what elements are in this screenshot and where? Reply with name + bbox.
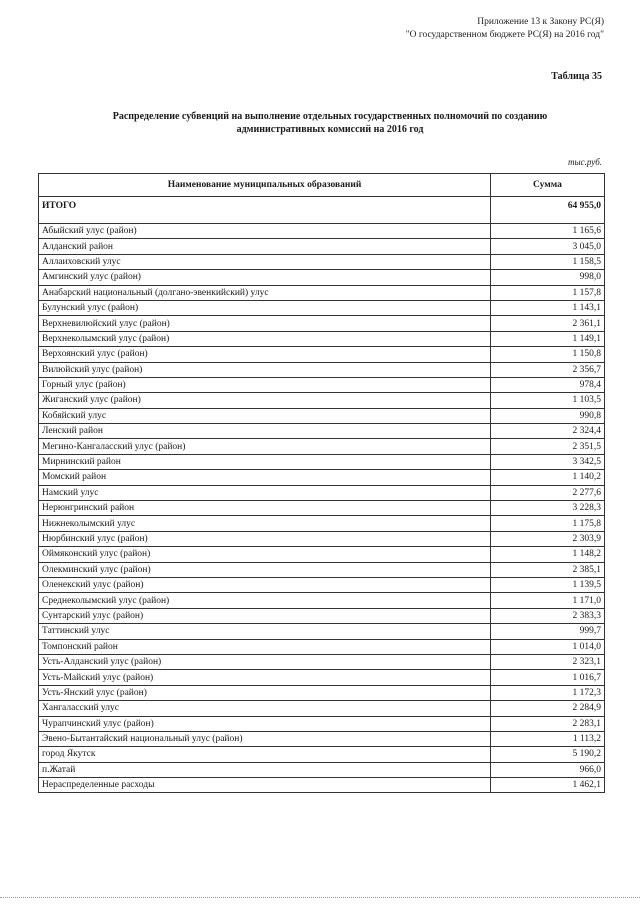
table-row (39, 778, 605, 793)
scan-edge-line (0, 897, 640, 899)
subsidy-amount: 2 323,1 (491, 654, 605, 669)
subsidy-amount: 2 361,1 (491, 316, 605, 331)
total-label: ИТОГО (39, 197, 491, 224)
municipality-name: Таттинский улус (39, 624, 491, 639)
subsidy-amount: 1 158,5 (491, 254, 605, 269)
municipality-name: Оленекский улус (район) (39, 577, 491, 592)
table-row (39, 362, 605, 377)
table-row (39, 608, 605, 623)
appendix-note (406, 16, 604, 42)
municipality-name: Момский район (39, 470, 491, 485)
table-row (39, 624, 605, 639)
table-row (39, 224, 605, 239)
subsidy-amount: 2 303,9 (491, 531, 605, 546)
table-row (39, 300, 605, 315)
table-row (39, 731, 605, 746)
municipality-name: Томпонский район (39, 639, 491, 654)
subsidy-amount: 2 277,6 (491, 485, 605, 500)
municipality-name: Алданский район (39, 239, 491, 254)
municipality-name: Олекминский улус (район) (39, 562, 491, 577)
municipality-name: Эвено-Бытантайский национальный улус (район) (39, 731, 491, 746)
table-row (39, 424, 605, 439)
subsidy-amount: 1 150,8 (491, 347, 605, 362)
subsidy-amount: 1 113,2 (491, 731, 605, 746)
municipality-name: Верхневилюйский улус (район) (39, 316, 491, 331)
subsidy-amount: 3 342,5 (491, 454, 605, 469)
subsidy-amount: 2 351,5 (491, 439, 605, 454)
table-row (39, 639, 605, 654)
table-row (39, 716, 605, 731)
subsidy-amount: 966,0 (491, 762, 605, 777)
table-row (39, 270, 605, 285)
table-row (39, 347, 605, 362)
municipality-name: п.Жатай (39, 762, 491, 777)
table-row (39, 285, 605, 300)
table-row (39, 577, 605, 592)
title-line-1: Распределение субвенций на выполнение отдельных государственных полномочий по созданию (112, 111, 548, 122)
municipality-name: Верхнеколымский улус (район) (39, 331, 491, 346)
municipality-name: город Якутск (39, 747, 491, 762)
subsidy-amount: 998,0 (491, 270, 605, 285)
table-row (39, 316, 605, 331)
municipality-name: Оймяконский улус (район) (39, 547, 491, 562)
column-header-name: Наименование муниципальных образований (39, 174, 491, 197)
table-row (39, 562, 605, 577)
units-label: тыс.руб. (568, 157, 602, 167)
subsidy-amount: 1 157,8 (491, 285, 605, 300)
subsidy-amount: 2 385,1 (491, 562, 605, 577)
municipality-name: Усть-Алданский улус (район) (39, 654, 491, 669)
municipality-name: Верхоянский улус (район) (39, 347, 491, 362)
table-row (39, 331, 605, 346)
appendix-line-2: "О государственном бюджете РС(Я) на 2016 год" (405, 30, 604, 40)
municipality-name: Усть-Майский улус (район) (39, 670, 491, 685)
municipality-name: Нераспределенные расходы (39, 778, 491, 793)
subsidy-amount: 1 462,1 (491, 778, 605, 793)
subsidy-amount: 2 356,7 (491, 362, 605, 377)
municipality-name: Ленский район (39, 424, 491, 439)
municipality-name: Мирнинский район (39, 454, 491, 469)
subsidy-amount: 2 284,9 (491, 701, 605, 716)
subsidy-amount: 5 190,2 (491, 747, 605, 762)
subsidy-amount: 1 149,1 (491, 331, 605, 346)
municipality-name: Нюрбинский улус (район) (39, 531, 491, 546)
document-title (60, 110, 600, 136)
total-value: 64 955,0 (491, 197, 605, 224)
table-row (39, 701, 605, 716)
municipality-name: Нижнеколымский улус (39, 516, 491, 531)
municipality-name: Вилюйский улус (район) (39, 362, 491, 377)
municipality-name: Кобяйский улус (39, 408, 491, 423)
table-row (39, 547, 605, 562)
municipality-name: Усть-Янский улус (район) (39, 685, 491, 700)
total-row (39, 197, 605, 224)
municipality-name: Нерюнгринский район (39, 501, 491, 516)
municipality-name: Мегино-Кангаласский улус (район) (39, 439, 491, 454)
table-row (39, 654, 605, 669)
municipality-name: Сунтарский улус (район) (39, 608, 491, 623)
table-row (39, 685, 605, 700)
table-row (39, 454, 605, 469)
municipality-name: Абыйский улус (район) (39, 224, 491, 239)
title-line-2: административных комиссий на 2016 год (236, 124, 424, 135)
subsidy-amount: 2 283,1 (491, 716, 605, 731)
table-row (39, 393, 605, 408)
subsidy-amount: 1 016,7 (491, 670, 605, 685)
municipality-name: Среднеколымский улус (район) (39, 593, 491, 608)
table-row (39, 254, 605, 269)
subsidy-amount: 1 172,3 (491, 685, 605, 700)
table-number: Таблица 35 (551, 71, 602, 82)
subsidy-amount: 3 228,3 (491, 501, 605, 516)
municipality-name: Горный улус (район) (39, 377, 491, 392)
municipality-name: Булунский улус (район) (39, 300, 491, 315)
subsidy-amount: 1 014,0 (491, 639, 605, 654)
table-header-row (39, 174, 605, 197)
table-row (39, 439, 605, 454)
municipality-name: Амгинский улус (район) (39, 270, 491, 285)
table-row (39, 516, 605, 531)
municipality-name: Намский улус (39, 485, 491, 500)
table-row (39, 377, 605, 392)
subsidy-amount: 1 165,6 (491, 224, 605, 239)
table-row (39, 747, 605, 762)
table-row (39, 485, 605, 500)
subsidy-amount: 2 324,4 (491, 424, 605, 439)
table-row (39, 470, 605, 485)
municipality-name: Чурапчинский улус (район) (39, 716, 491, 731)
municipality-name: Аллаиховский улус (39, 254, 491, 269)
municipality-name: Хангаласский улус (39, 701, 491, 716)
subsidy-amount: 3 045,0 (491, 239, 605, 254)
table-row (39, 531, 605, 546)
table-row (39, 501, 605, 516)
table-row (39, 593, 605, 608)
municipality-name: Жиганский улус (район) (39, 393, 491, 408)
subsidy-table (38, 173, 605, 793)
column-header-sum: Сумма (491, 174, 605, 197)
subsidy-amount: 1 175,8 (491, 516, 605, 531)
subsidy-amount: 1 103,5 (491, 393, 605, 408)
table-row (39, 408, 605, 423)
subsidy-amount: 1 148,2 (491, 547, 605, 562)
subsidy-amount: 1 139,5 (491, 577, 605, 592)
subsidy-amount: 990,8 (491, 408, 605, 423)
table-row (39, 762, 605, 777)
appendix-line-1: Приложение 13 к Закону РС(Я) (477, 17, 604, 27)
subsidy-amount: 1 143,1 (491, 300, 605, 315)
table-row (39, 239, 605, 254)
table-row (39, 670, 605, 685)
subsidy-amount: 999,7 (491, 624, 605, 639)
subsidy-amount: 978,4 (491, 377, 605, 392)
municipality-name: Анабарский национальный (долгано-эвенкийский) улус (39, 285, 491, 300)
subsidy-amount: 1 140,2 (491, 470, 605, 485)
subsidy-amount: 2 383,3 (491, 608, 605, 623)
subsidy-amount: 1 171,0 (491, 593, 605, 608)
